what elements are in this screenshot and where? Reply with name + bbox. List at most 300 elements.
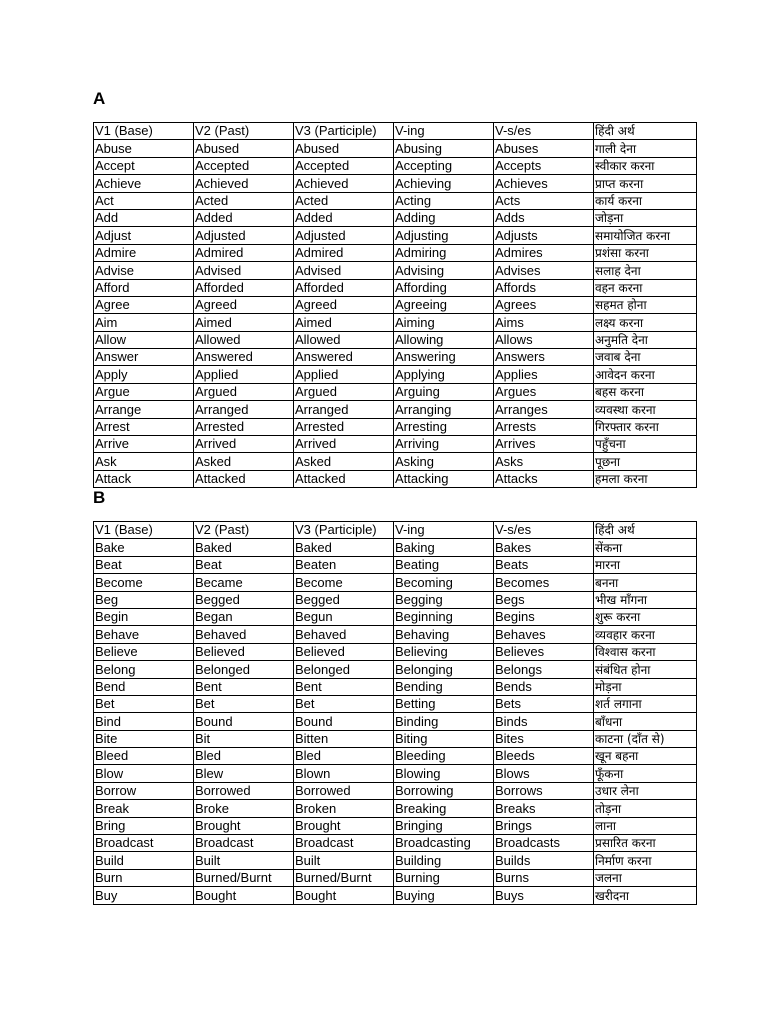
table-row bbox=[94, 713, 697, 730]
table-row bbox=[94, 661, 697, 678]
cell-v3-participle: Begged bbox=[294, 591, 394, 608]
cell-v3-participle: Burned/Burnt bbox=[294, 869, 394, 886]
cell-v-ing: Accepting bbox=[394, 157, 494, 174]
cell-hindi-meaning: स्वीकार करना bbox=[594, 157, 697, 174]
cell-v-s-es: Answers bbox=[494, 349, 594, 366]
table-row bbox=[94, 626, 697, 643]
header-v-s-es: V-s/es bbox=[494, 522, 594, 539]
cell-v-s-es: Attacks bbox=[494, 470, 594, 487]
cell-v-ing: Adding bbox=[394, 209, 494, 226]
cell-v1-base: Arrange bbox=[94, 401, 194, 418]
table-row bbox=[94, 678, 697, 695]
cell-v3-participle: Attacked bbox=[294, 470, 394, 487]
cell-hindi-meaning: उधार लेना bbox=[594, 782, 697, 799]
cell-v-s-es: Applies bbox=[494, 366, 594, 383]
table-row bbox=[94, 800, 697, 817]
header-v3-participle: V3 (Participle) bbox=[294, 123, 394, 140]
cell-v2-past: Begged bbox=[194, 591, 294, 608]
cell-v1-base: Bring bbox=[94, 817, 194, 834]
cell-v3-participle: Bent bbox=[294, 678, 394, 695]
cell-v1-base: Borrow bbox=[94, 782, 194, 799]
cell-hindi-meaning: प्रशंसा करना bbox=[594, 244, 697, 261]
cell-v-ing: Attacking bbox=[394, 470, 494, 487]
cell-v-s-es: Advises bbox=[494, 262, 594, 279]
cell-v3-participle: Become bbox=[294, 574, 394, 591]
cell-hindi-meaning: जोड़ना bbox=[594, 209, 697, 226]
cell-v-s-es: Allows bbox=[494, 331, 594, 348]
cell-v2-past: Answered bbox=[194, 349, 294, 366]
cell-v3-participle: Bitten bbox=[294, 730, 394, 747]
cell-v3-participle: Baked bbox=[294, 539, 394, 556]
table-row bbox=[94, 817, 697, 834]
cell-v-ing: Buying bbox=[394, 887, 494, 904]
cell-v-ing: Behaving bbox=[394, 626, 494, 643]
table-row bbox=[94, 227, 697, 244]
cell-hindi-meaning: हमला करना bbox=[594, 470, 697, 487]
cell-v3-participle: Arranged bbox=[294, 401, 394, 418]
cell-v1-base: Believe bbox=[94, 643, 194, 660]
cell-v1-base: Beat bbox=[94, 556, 194, 573]
cell-v3-participle: Borrowed bbox=[294, 782, 394, 799]
cell-v-ing: Arranging bbox=[394, 401, 494, 418]
cell-v-s-es: Bets bbox=[494, 695, 594, 712]
cell-v-s-es: Argues bbox=[494, 383, 594, 400]
table-row bbox=[94, 383, 697, 400]
cell-v-s-es: Becomes bbox=[494, 574, 594, 591]
cell-v1-base: Aim bbox=[94, 314, 194, 331]
cell-v-s-es: Acts bbox=[494, 192, 594, 209]
cell-v-ing: Arresting bbox=[394, 418, 494, 435]
cell-v-s-es: Binds bbox=[494, 713, 594, 730]
cell-v2-past: Broke bbox=[194, 800, 294, 817]
cell-hindi-meaning: खून बहना bbox=[594, 748, 697, 765]
cell-v-ing: Breaking bbox=[394, 800, 494, 817]
cell-v3-participle: Accepted bbox=[294, 157, 394, 174]
cell-v1-base: Burn bbox=[94, 869, 194, 886]
cell-hindi-meaning: विश्वास करना bbox=[594, 643, 697, 660]
verb-table-a bbox=[93, 122, 697, 488]
cell-v2-past: Bound bbox=[194, 713, 294, 730]
cell-v2-past: Added bbox=[194, 209, 294, 226]
cell-v1-base: Bleed bbox=[94, 748, 194, 765]
cell-hindi-meaning: पहुँचना bbox=[594, 436, 697, 453]
cell-v1-base: Advise bbox=[94, 262, 194, 279]
cell-v1-base: Begin bbox=[94, 608, 194, 625]
cell-v3-participle: Broadcast bbox=[294, 835, 394, 852]
cell-v2-past: Began bbox=[194, 608, 294, 625]
cell-v3-participle: Aimed bbox=[294, 314, 394, 331]
cell-v1-base: Blow bbox=[94, 765, 194, 782]
cell-v1-base: Bake bbox=[94, 539, 194, 556]
cell-v-s-es: Accepts bbox=[494, 157, 594, 174]
cell-v3-participle: Applied bbox=[294, 366, 394, 383]
cell-v3-participle: Belonged bbox=[294, 661, 394, 678]
cell-v2-past: Agreed bbox=[194, 296, 294, 313]
header-hindi-meaning: हिंदी अर्थ bbox=[594, 522, 697, 539]
cell-hindi-meaning: फूँकना bbox=[594, 765, 697, 782]
cell-v3-participle: Bled bbox=[294, 748, 394, 765]
cell-v-ing: Arriving bbox=[394, 436, 494, 453]
cell-v-s-es: Agrees bbox=[494, 296, 594, 313]
cell-v2-past: Adjusted bbox=[194, 227, 294, 244]
cell-v1-base: Belong bbox=[94, 661, 194, 678]
table-row bbox=[94, 192, 697, 209]
cell-v3-participle: Admired bbox=[294, 244, 394, 261]
cell-v2-past: Abused bbox=[194, 140, 294, 157]
cell-v-ing: Beating bbox=[394, 556, 494, 573]
cell-hindi-meaning: खरीदना bbox=[594, 887, 697, 904]
table-row bbox=[94, 331, 697, 348]
cell-v-s-es: Belongs bbox=[494, 661, 594, 678]
cell-v2-past: Borrowed bbox=[194, 782, 294, 799]
cell-v-s-es: Beats bbox=[494, 556, 594, 573]
table-row bbox=[94, 643, 697, 660]
cell-hindi-meaning: लाना bbox=[594, 817, 697, 834]
cell-v-s-es: Abuses bbox=[494, 140, 594, 157]
table-row bbox=[94, 314, 697, 331]
cell-v-ing: Applying bbox=[394, 366, 494, 383]
cell-v-ing: Baking bbox=[394, 539, 494, 556]
cell-hindi-meaning: व्यवस्था करना bbox=[594, 401, 697, 418]
section-letter-a: A bbox=[93, 89, 106, 108]
table-row bbox=[94, 244, 697, 261]
header-v-ing: V-ing bbox=[394, 522, 494, 539]
cell-v2-past: Achieved bbox=[194, 175, 294, 192]
cell-v1-base: Become bbox=[94, 574, 194, 591]
cell-v3-participle: Bought bbox=[294, 887, 394, 904]
cell-v2-past: Burned/Burnt bbox=[194, 869, 294, 886]
table-row bbox=[94, 140, 697, 157]
cell-v2-past: Built bbox=[194, 852, 294, 869]
cell-hindi-meaning: अनुमति देना bbox=[594, 331, 697, 348]
cell-v1-base: Arrest bbox=[94, 418, 194, 435]
cell-hindi-meaning: वहन करना bbox=[594, 279, 697, 296]
cell-v2-past: Bet bbox=[194, 695, 294, 712]
cell-v-ing: Beginning bbox=[394, 608, 494, 625]
table-row bbox=[94, 296, 697, 313]
cell-v-s-es: Arrests bbox=[494, 418, 594, 435]
cell-hindi-meaning: शुरू करना bbox=[594, 608, 697, 625]
cell-v2-past: Acted bbox=[194, 192, 294, 209]
table-row bbox=[94, 418, 697, 435]
cell-v-s-es: Adds bbox=[494, 209, 594, 226]
cell-v1-base: Agree bbox=[94, 296, 194, 313]
cell-v-ing: Binding bbox=[394, 713, 494, 730]
table-header-row bbox=[94, 123, 697, 140]
cell-v2-past: Blew bbox=[194, 765, 294, 782]
cell-v3-participle: Believed bbox=[294, 643, 394, 660]
cell-v3-participle: Afforded bbox=[294, 279, 394, 296]
cell-v-ing: Burning bbox=[394, 869, 494, 886]
table-row bbox=[94, 852, 697, 869]
cell-v-ing: Answering bbox=[394, 349, 494, 366]
cell-v-ing: Borrowing bbox=[394, 782, 494, 799]
cell-hindi-meaning: निर्माण करना bbox=[594, 852, 697, 869]
cell-v-s-es: Aims bbox=[494, 314, 594, 331]
cell-v-s-es: Admires bbox=[494, 244, 594, 261]
table-row bbox=[94, 436, 697, 453]
cell-v2-past: Bent bbox=[194, 678, 294, 695]
cell-v3-participle: Allowed bbox=[294, 331, 394, 348]
cell-v1-base: Accept bbox=[94, 157, 194, 174]
table-row bbox=[94, 887, 697, 904]
table-row bbox=[94, 869, 697, 886]
cell-v3-participle: Bet bbox=[294, 695, 394, 712]
cell-v1-base: Build bbox=[94, 852, 194, 869]
cell-v-ing: Bending bbox=[394, 678, 494, 695]
table-row bbox=[94, 366, 697, 383]
cell-v3-participle: Answered bbox=[294, 349, 394, 366]
table-row bbox=[94, 765, 697, 782]
cell-v2-past: Behaved bbox=[194, 626, 294, 643]
cell-v2-past: Advised bbox=[194, 262, 294, 279]
cell-hindi-meaning: आवेदन करना bbox=[594, 366, 697, 383]
table-row bbox=[94, 556, 697, 573]
header-v-ing: V-ing bbox=[394, 123, 494, 140]
cell-v-s-es: Behaves bbox=[494, 626, 594, 643]
section-letter-b: B bbox=[93, 488, 106, 507]
table-row bbox=[94, 591, 697, 608]
cell-v-ing: Building bbox=[394, 852, 494, 869]
cell-v2-past: Bit bbox=[194, 730, 294, 747]
cell-v3-participle: Bound bbox=[294, 713, 394, 730]
cell-hindi-meaning: संबंधित होना bbox=[594, 661, 697, 678]
cell-v-ing: Bleeding bbox=[394, 748, 494, 765]
cell-hindi-meaning: गाली देना bbox=[594, 140, 697, 157]
cell-v1-base: Behave bbox=[94, 626, 194, 643]
cell-v2-past: Argued bbox=[194, 383, 294, 400]
cell-hindi-meaning: काटना (दाँत से) bbox=[594, 730, 697, 747]
cell-hindi-meaning: सलाह देना bbox=[594, 262, 697, 279]
table-row bbox=[94, 782, 697, 799]
cell-v-ing: Blowing bbox=[394, 765, 494, 782]
cell-v3-participle: Abused bbox=[294, 140, 394, 157]
cell-v3-participle: Blown bbox=[294, 765, 394, 782]
cell-v3-participle: Arrived bbox=[294, 436, 394, 453]
cell-v-s-es: Bites bbox=[494, 730, 594, 747]
cell-hindi-meaning: भीख माँगना bbox=[594, 591, 697, 608]
cell-v-s-es: Begins bbox=[494, 608, 594, 625]
cell-v3-participle: Begun bbox=[294, 608, 394, 625]
cell-v1-base: Broadcast bbox=[94, 835, 194, 852]
table-row bbox=[94, 453, 697, 470]
cell-v-s-es: Borrows bbox=[494, 782, 594, 799]
cell-v3-participle: Brought bbox=[294, 817, 394, 834]
cell-v1-base: Bite bbox=[94, 730, 194, 747]
table-row bbox=[94, 608, 697, 625]
cell-v-s-es: Builds bbox=[494, 852, 594, 869]
cell-v1-base: Beg bbox=[94, 591, 194, 608]
cell-v-s-es: Arranges bbox=[494, 401, 594, 418]
cell-v3-participle: Achieved bbox=[294, 175, 394, 192]
cell-v-s-es: Bakes bbox=[494, 539, 594, 556]
cell-v2-past: Applied bbox=[194, 366, 294, 383]
cell-hindi-meaning: बनना bbox=[594, 574, 697, 591]
cell-v-ing: Agreeing bbox=[394, 296, 494, 313]
header-v-s-es: V-s/es bbox=[494, 123, 594, 140]
table-row bbox=[94, 539, 697, 556]
cell-v2-past: Accepted bbox=[194, 157, 294, 174]
cell-v1-base: Attack bbox=[94, 470, 194, 487]
cell-v3-participle: Argued bbox=[294, 383, 394, 400]
cell-v1-base: Afford bbox=[94, 279, 194, 296]
cell-v-s-es: Bleeds bbox=[494, 748, 594, 765]
cell-hindi-meaning: प्राप्त करना bbox=[594, 175, 697, 192]
cell-hindi-meaning: मारना bbox=[594, 556, 697, 573]
cell-v3-participle: Acted bbox=[294, 192, 394, 209]
cell-v1-base: Allow bbox=[94, 331, 194, 348]
cell-v-s-es: Affords bbox=[494, 279, 594, 296]
cell-v3-participle: Beaten bbox=[294, 556, 394, 573]
cell-v2-past: Arrived bbox=[194, 436, 294, 453]
cell-v1-base: Bet bbox=[94, 695, 194, 712]
cell-v1-base: Act bbox=[94, 192, 194, 209]
cell-v-ing: Bringing bbox=[394, 817, 494, 834]
table-row bbox=[94, 349, 697, 366]
cell-v-ing: Belonging bbox=[394, 661, 494, 678]
cell-hindi-meaning: शर्त लगाना bbox=[594, 695, 697, 712]
cell-v1-base: Add bbox=[94, 209, 194, 226]
cell-v-s-es: Brings bbox=[494, 817, 594, 834]
table-header-row bbox=[94, 522, 697, 539]
cell-v2-past: Bled bbox=[194, 748, 294, 765]
cell-v1-base: Buy bbox=[94, 887, 194, 904]
cell-v3-participle: Arrested bbox=[294, 418, 394, 435]
cell-v1-base: Argue bbox=[94, 383, 194, 400]
table-row bbox=[94, 279, 697, 296]
table-row bbox=[94, 574, 697, 591]
cell-v1-base: Adjust bbox=[94, 227, 194, 244]
cell-v3-participle: Behaved bbox=[294, 626, 394, 643]
header-v1-base: V1 (Base) bbox=[94, 123, 194, 140]
cell-v-ing: Advising bbox=[394, 262, 494, 279]
cell-v3-participle: Asked bbox=[294, 453, 394, 470]
cell-v-s-es: Arrives bbox=[494, 436, 594, 453]
cell-v2-past: Asked bbox=[194, 453, 294, 470]
cell-v3-participle: Built bbox=[294, 852, 394, 869]
table-row bbox=[94, 470, 697, 487]
cell-v-ing: Acting bbox=[394, 192, 494, 209]
cell-v2-past: Attacked bbox=[194, 470, 294, 487]
cell-hindi-meaning: गिरफ्तार करना bbox=[594, 418, 697, 435]
cell-v2-past: Aimed bbox=[194, 314, 294, 331]
cell-hindi-meaning: सेंकना bbox=[594, 539, 697, 556]
cell-hindi-meaning: व्यवहार करना bbox=[594, 626, 697, 643]
cell-v-s-es: Achieves bbox=[494, 175, 594, 192]
cell-hindi-meaning: समायोजित करना bbox=[594, 227, 697, 244]
cell-v-ing: Asking bbox=[394, 453, 494, 470]
cell-hindi-meaning: कार्य करना bbox=[594, 192, 697, 209]
table-row bbox=[94, 175, 697, 192]
cell-hindi-meaning: मोड़ना bbox=[594, 678, 697, 695]
cell-v-ing: Admiring bbox=[394, 244, 494, 261]
cell-v3-participle: Adjusted bbox=[294, 227, 394, 244]
cell-v-ing: Betting bbox=[394, 695, 494, 712]
cell-v-s-es: Blows bbox=[494, 765, 594, 782]
cell-v3-participle: Agreed bbox=[294, 296, 394, 313]
header-v3-participle: V3 (Participle) bbox=[294, 522, 394, 539]
cell-hindi-meaning: लक्ष्य करना bbox=[594, 314, 697, 331]
cell-hindi-meaning: पूछना bbox=[594, 453, 697, 470]
table-row bbox=[94, 695, 697, 712]
cell-v1-base: Answer bbox=[94, 349, 194, 366]
verb-table-b bbox=[93, 521, 697, 905]
cell-v2-past: Allowed bbox=[194, 331, 294, 348]
cell-v2-past: Became bbox=[194, 574, 294, 591]
cell-v3-participle: Broken bbox=[294, 800, 394, 817]
cell-v-s-es: Asks bbox=[494, 453, 594, 470]
cell-v-s-es: Bends bbox=[494, 678, 594, 695]
cell-v-ing: Achieving bbox=[394, 175, 494, 192]
table-row bbox=[94, 835, 697, 852]
table-row bbox=[94, 157, 697, 174]
cell-v3-participle: Added bbox=[294, 209, 394, 226]
cell-v-ing: Becoming bbox=[394, 574, 494, 591]
cell-hindi-meaning: जवाब देना bbox=[594, 349, 697, 366]
cell-v-ing: Arguing bbox=[394, 383, 494, 400]
cell-v-ing: Abusing bbox=[394, 140, 494, 157]
cell-hindi-meaning: सहमत होना bbox=[594, 296, 697, 313]
cell-v-s-es: Begs bbox=[494, 591, 594, 608]
cell-v2-past: Brought bbox=[194, 817, 294, 834]
cell-hindi-meaning: बहस करना bbox=[594, 383, 697, 400]
cell-v2-past: Arranged bbox=[194, 401, 294, 418]
cell-v-ing: Begging bbox=[394, 591, 494, 608]
cell-v-s-es: Buys bbox=[494, 887, 594, 904]
cell-v-ing: Aiming bbox=[394, 314, 494, 331]
cell-v-ing: Broadcasting bbox=[394, 835, 494, 852]
cell-v2-past: Bought bbox=[194, 887, 294, 904]
cell-hindi-meaning: बाँधना bbox=[594, 713, 697, 730]
cell-v1-base: Admire bbox=[94, 244, 194, 261]
cell-v2-past: Admired bbox=[194, 244, 294, 261]
cell-v-s-es: Breaks bbox=[494, 800, 594, 817]
header-hindi-meaning: हिंदी अर्थ bbox=[594, 123, 697, 140]
cell-v2-past: Belonged bbox=[194, 661, 294, 678]
cell-v-s-es: Burns bbox=[494, 869, 594, 886]
table-row bbox=[94, 730, 697, 747]
header-v2-past: V2 (Past) bbox=[194, 123, 294, 140]
cell-hindi-meaning: तोड़ना bbox=[594, 800, 697, 817]
table-row bbox=[94, 401, 697, 418]
cell-v-ing: Biting bbox=[394, 730, 494, 747]
table-row bbox=[94, 262, 697, 279]
cell-v-ing: Affording bbox=[394, 279, 494, 296]
cell-v2-past: Believed bbox=[194, 643, 294, 660]
cell-v2-past: Afforded bbox=[194, 279, 294, 296]
table-row bbox=[94, 748, 697, 765]
cell-v1-base: Bind bbox=[94, 713, 194, 730]
cell-v1-base: Achieve bbox=[94, 175, 194, 192]
cell-v-ing: Allowing bbox=[394, 331, 494, 348]
header-v1-base: V1 (Base) bbox=[94, 522, 194, 539]
cell-hindi-meaning: जलना bbox=[594, 869, 697, 886]
cell-v-s-es: Believes bbox=[494, 643, 594, 660]
cell-v1-base: Apply bbox=[94, 366, 194, 383]
cell-v2-past: Arrested bbox=[194, 418, 294, 435]
cell-v1-base: Abuse bbox=[94, 140, 194, 157]
cell-v1-base: Arrive bbox=[94, 436, 194, 453]
cell-v2-past: Baked bbox=[194, 539, 294, 556]
cell-v-s-es: Broadcasts bbox=[494, 835, 594, 852]
cell-v1-base: Ask bbox=[94, 453, 194, 470]
cell-v2-past: Broadcast bbox=[194, 835, 294, 852]
cell-hindi-meaning: प्रसारित करना bbox=[594, 835, 697, 852]
cell-v3-participle: Advised bbox=[294, 262, 394, 279]
cell-v2-past: Beat bbox=[194, 556, 294, 573]
table-row bbox=[94, 209, 697, 226]
header-v2-past: V2 (Past) bbox=[194, 522, 294, 539]
